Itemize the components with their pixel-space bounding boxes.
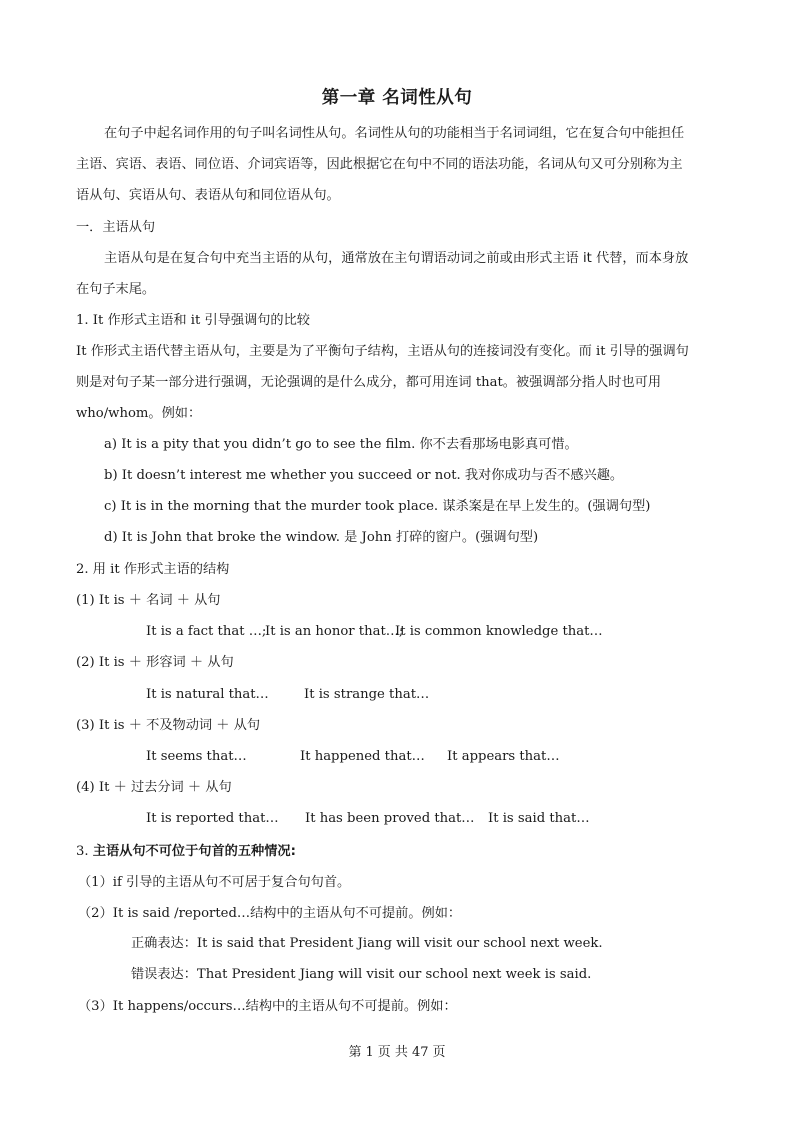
structure-label-1: (1) It is ＋ 名词 ＋ 从句: [76, 593, 221, 608]
intro-line-3: 语从句、宾语从句、表语从句和同位语从句。: [76, 188, 340, 203]
section1-line-1: 主语从句是在复合句中充当主语的从句，通常放在主句谓语动词之前或由形式主语 it 代替，而本身放: [104, 251, 689, 266]
example-c: c) It is in the morning that the murder took place. 谋杀案是在早上发生的。(强调句型): [104, 499, 651, 514]
footer-suffix: 页: [432, 1045, 446, 1060]
case-1: （1）if 引导的主语从句不可居于复合句句首。: [78, 875, 351, 890]
example-a: a) It is a pity that you didn’t go to see the film. 你不去看那场电影真可惜。: [104, 437, 578, 452]
footer-page-number: 1: [365, 1045, 374, 1060]
subheading-2: 2. 用 it 作形式主语的结构: [76, 562, 230, 577]
subheading-3: [76, 843, 296, 861]
sub1-line-1: It 作形式主语代替主语从句，主要是为了平衡句子结构，主语从句的连接词没有变化。而 it 引导的强调句: [76, 344, 689, 359]
case-3: （3）It happens/occurs…结构中的主语从句不可提前。例如：: [78, 999, 457, 1014]
wrong-expression: 错误表达：That President Jiang will visit our school next week is said.: [131, 967, 592, 982]
section-heading-subject-clause: 一．主语从句: [76, 220, 156, 235]
structure-4-item-3: It is said that…: [488, 811, 590, 826]
intro-line-2: 主语、宾语、表语、同位语、介词宾语等，因此根据它在句中不同的语法功能，名词从句又可分别称为主: [76, 157, 683, 172]
structure-label-4: (4) It ＋ 过去分词 ＋ 从句: [76, 780, 232, 795]
structure-label-2: (2) It is ＋ 形容词 ＋ 从句: [76, 655, 234, 670]
footer-prefix: 第: [348, 1045, 362, 1060]
footer-mid: 页 共: [377, 1045, 408, 1060]
example-b: b) It doesn’t interest me whether you succeed or not. 我对你成功与否不感兴趣。: [104, 468, 624, 483]
structure-1-item-3: It is common knowledge that…: [395, 624, 603, 639]
structure-3-item-3: It appears that…: [447, 749, 560, 764]
structure-1-item-1: It is a fact that …;: [146, 624, 267, 639]
structure-2-item-2: It is strange that…: [304, 687, 430, 702]
sub1-line-3: who/whom。例如：: [76, 406, 202, 421]
chapter-title: 第一章 名词性从句: [321, 88, 473, 108]
intro-line-1: 在句子中起名词作用的句子叫名词性从句。名词性从句的功能相当于名词词组，它在复合句中能担任: [104, 126, 685, 141]
structure-label-3: (3) It is ＋ 不及物动词 ＋ 从句: [76, 718, 261, 733]
correct-expression: 正确表达：It is said that President Jiang will visit our school next week.: [131, 936, 603, 951]
subheading-3-number: 3.: [76, 844, 93, 859]
structure-2-item-1: It is natural that…: [146, 687, 269, 702]
structure-4-item-1: It is reported that…: [146, 811, 279, 826]
structure-3-item-2: It happened that…: [300, 749, 425, 764]
page-footer: [0, 1041, 794, 1060]
sub1-line-2: 则是对句子某一部分进行强调，无论强调的是什么成分，都可用连词 that。被强调部分指人时也可用: [76, 375, 662, 390]
structure-1-item-2: It is an honor that…;: [265, 624, 404, 639]
example-d: d) It is John that broke the window. 是 John 打碎的窗户。(强调句型): [104, 530, 539, 545]
subheading-1: 1. It 作形式主语和 it 引导强调句的比较: [76, 313, 310, 328]
section1-line-2: 在句子末尾。: [76, 282, 156, 297]
footer-total-pages: 47: [411, 1045, 429, 1060]
structure-3-item-1: It seems that…: [146, 749, 247, 764]
structure-4-item-2: It has been proved that…: [305, 811, 475, 826]
case-2: （2）It is said /reported…结构中的主语从句不可提前。例如：: [78, 906, 462, 921]
subheading-3-text: 主语从句不可位于句首的五种情况:: [92, 844, 296, 859]
